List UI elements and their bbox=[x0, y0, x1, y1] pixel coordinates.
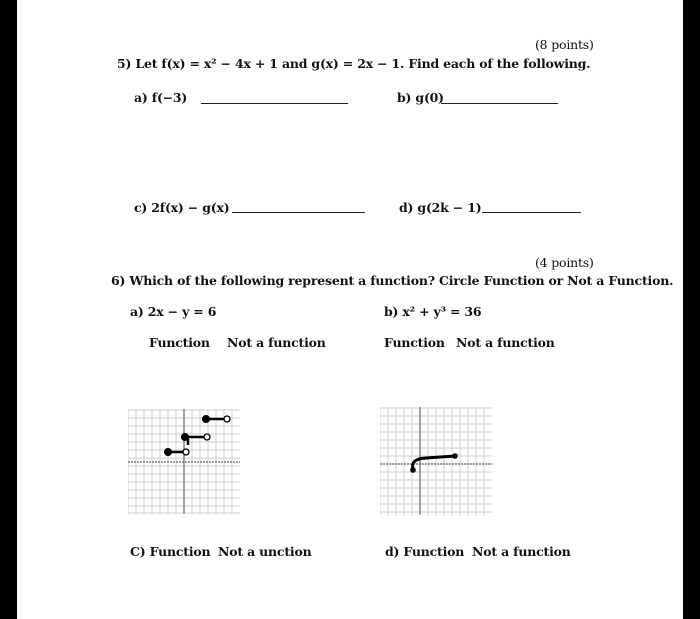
q6-a-not-function-option[interactable]: Not a function bbox=[227, 335, 326, 350]
q6-points: (4 points) bbox=[535, 255, 594, 270]
q5-part-d-answer-line[interactable] bbox=[482, 212, 581, 213]
q5-points: (8 points) bbox=[535, 37, 594, 52]
q5-part-b-label: b) g(0) bbox=[397, 90, 444, 105]
q6-prompt: 6) Which of the following represent a function? Circle Function or Not a Function. bbox=[111, 273, 674, 288]
left-border bbox=[0, 0, 17, 619]
q6-part-a-equation: a) 2x − y = 6 bbox=[130, 304, 217, 319]
q5-part-c-answer-line[interactable] bbox=[232, 212, 365, 213]
graph-d-start-dot bbox=[410, 467, 416, 473]
q6-b-not-function-option[interactable]: Not a function bbox=[456, 335, 555, 350]
graph-c-step-3-closed-dot bbox=[203, 416, 209, 422]
graph-c-step-function bbox=[128, 409, 240, 514]
q6-c-not-function-option[interactable]: Not a unction bbox=[218, 544, 312, 559]
q6-c-function-option[interactable]: C) Function bbox=[130, 544, 211, 559]
q5-part-b-answer-line[interactable] bbox=[441, 103, 558, 104]
q6-part-b-equation: b) x² + y³ = 36 bbox=[384, 304, 482, 319]
q5-part-d-label: d) g(2k − 1) bbox=[399, 200, 482, 215]
graph-d-end-dot bbox=[452, 453, 458, 459]
q6-d-not-function-option[interactable]: Not a function bbox=[472, 544, 571, 559]
q5-part-c-label: c) 2f(x) − g(x) bbox=[134, 200, 230, 215]
graph-c-step-1-open-dot bbox=[183, 449, 189, 455]
graph-d-curve bbox=[380, 407, 492, 515]
graph-c-step-2-open-dot bbox=[204, 434, 210, 440]
graph-d-curve-path bbox=[413, 456, 455, 469]
graph-c-step-1-closed-dot bbox=[165, 449, 171, 455]
right-border bbox=[683, 0, 700, 619]
q5-part-a-answer-line[interactable] bbox=[201, 103, 348, 104]
q6-b-function-option[interactable]: Function bbox=[384, 335, 445, 350]
q6-d-function-option[interactable]: d) Function bbox=[385, 544, 465, 559]
graph-c-step-3-open-dot bbox=[224, 416, 230, 422]
q5-part-a-label: a) f(−3) bbox=[134, 90, 188, 105]
q5-prompt: 5) Let f(x) = x² − 4x + 1 and g(x) = 2x − 1. Find each of the following. bbox=[117, 56, 591, 71]
graph-c-step-2-closed-dot bbox=[182, 434, 188, 440]
q6-a-function-option[interactable]: Function bbox=[149, 335, 210, 350]
